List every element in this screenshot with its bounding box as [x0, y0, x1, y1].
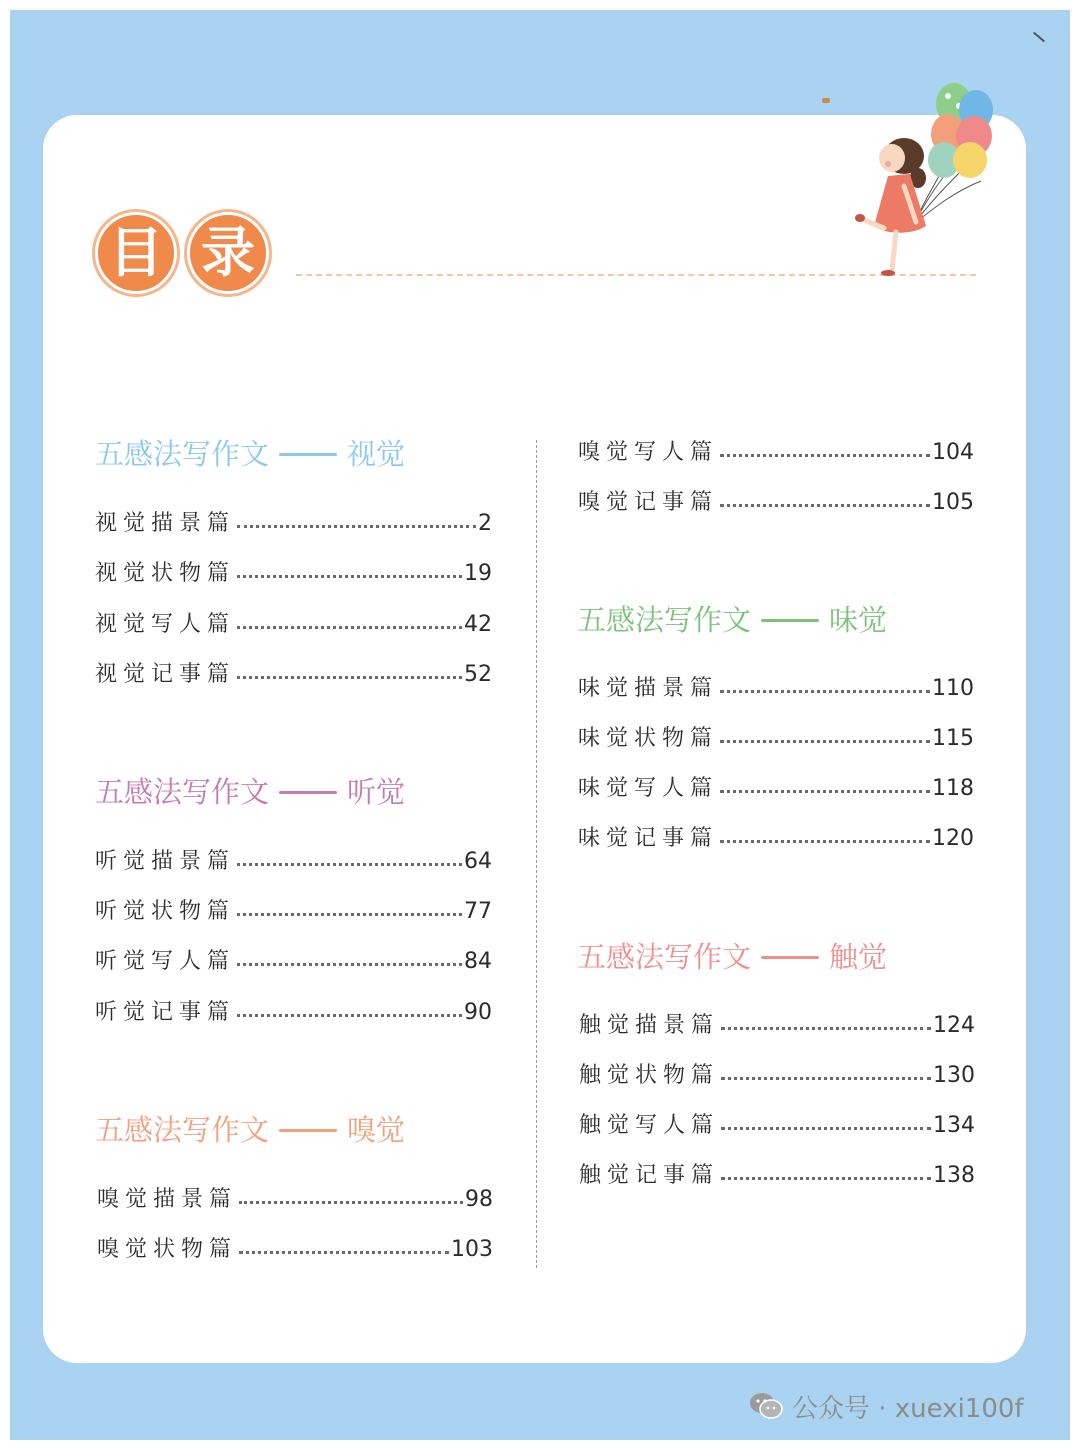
toc-entry[interactable]: 触觉写人篇 134	[579, 1109, 975, 1143]
page-number: 124	[933, 1013, 975, 1038]
page-number: 42	[464, 612, 492, 637]
toc-entry[interactable]: 视觉描景篇 2	[95, 507, 492, 541]
toc-entry[interactable]: 味觉描景篇 110	[578, 672, 974, 706]
page-number: 120	[932, 826, 974, 851]
page-number: 52	[464, 662, 492, 687]
dot-leader	[237, 863, 462, 866]
dot-leader	[720, 690, 930, 693]
toc-entry[interactable]: 视觉记事篇 52	[95, 658, 492, 692]
girl-with-balloons-illustration	[826, 76, 996, 281]
wechat-icon	[748, 1390, 784, 1422]
page-number: 110	[932, 676, 974, 701]
dot-leader	[720, 504, 930, 507]
section-heading-prefix: 五感法写作文	[95, 437, 270, 471]
dot-leader	[237, 1014, 462, 1017]
page-number: 90	[464, 1000, 492, 1025]
heading-dash	[761, 619, 819, 622]
section-heading-prefix: 五感法写作文	[95, 775, 270, 809]
toc-entry[interactable]: 嗅觉记事篇 105	[578, 486, 974, 520]
section-heading-suffix: 触觉	[829, 940, 888, 974]
dot-leader	[237, 676, 462, 679]
page-number: 77	[464, 899, 492, 924]
toc-entry[interactable]: 触觉描景篇 124	[579, 1009, 975, 1043]
dot-leader	[721, 1127, 931, 1130]
toc-entry[interactable]: 听觉写人篇 84	[95, 945, 492, 979]
dot-leader	[239, 1201, 463, 1204]
dot-leader	[237, 963, 462, 966]
page-number: 115	[932, 726, 974, 751]
dot-leader	[237, 575, 462, 578]
page-number: 134	[933, 1113, 975, 1138]
toc-entry[interactable]: 视觉状物篇 19	[95, 557, 492, 591]
title-char-mu: 目	[95, 212, 177, 294]
toc-entry[interactable]: 嗅觉写人篇 104	[578, 436, 974, 470]
section-heading-suffix: 嗅觉	[347, 1113, 406, 1147]
section-heading-suffix: 视觉	[347, 437, 406, 471]
dot-leader	[721, 1077, 931, 1080]
dot-leader	[237, 626, 462, 629]
page-number: 105	[932, 490, 974, 515]
page-number: 118	[932, 776, 974, 801]
dot-leader	[237, 913, 462, 916]
toc-entry[interactable]: 味觉状物篇 115	[578, 722, 974, 756]
dot-leader	[721, 1027, 931, 1030]
page-number: 19	[464, 561, 492, 586]
dot-leader	[720, 740, 930, 743]
page-number: 64	[464, 849, 492, 874]
page-number: 2	[478, 511, 492, 536]
wechat-watermark	[748, 1386, 1024, 1426]
section-heading-prefix: 五感法写作文	[95, 1113, 270, 1147]
dot-leader	[720, 454, 930, 457]
dot-leader	[721, 1177, 931, 1180]
section-heading-suffix: 味觉	[829, 603, 888, 637]
toc-entry[interactable]: 味觉写人篇 118	[578, 772, 974, 806]
page-number: 138	[933, 1163, 975, 1188]
toc-entry[interactable]: 嗅觉状物篇 103	[97, 1233, 493, 1267]
page-number: 103	[451, 1237, 493, 1262]
toc-entry[interactable]: 听觉状物篇 77	[95, 895, 492, 929]
dot-leader	[720, 840, 930, 843]
watermark-text: 公众号 · xuexi100f	[792, 1393, 1024, 1424]
heading-dash	[279, 791, 337, 794]
heading-dash	[761, 956, 819, 959]
toc-entry[interactable]: 视觉写人篇 42	[95, 608, 492, 642]
section-heading-suffix: 听觉	[347, 775, 406, 809]
page-number: 104	[932, 440, 974, 465]
column-divider	[536, 440, 537, 1268]
dot-leader	[237, 525, 476, 528]
heading-dash	[279, 1129, 337, 1132]
section-heading-prefix: 五感法写作文	[577, 940, 752, 974]
toc-entry[interactable]: 触觉状物篇 130	[579, 1059, 975, 1093]
toc-entry[interactable]: 触觉记事篇 138	[579, 1159, 975, 1193]
toc-entry[interactable]: 听觉描景篇 64	[95, 845, 492, 879]
toc-entry[interactable]: 味觉记事篇 120	[578, 822, 974, 856]
section-heading-taste	[577, 600, 887, 640]
page-number: 130	[933, 1063, 975, 1088]
section-heading-hearing	[95, 772, 405, 812]
heading-dash	[279, 453, 337, 456]
section-heading-smell	[95, 1110, 405, 1150]
toc-entry[interactable]: 听觉记事篇 90	[95, 996, 492, 1030]
section-heading-sight	[95, 434, 405, 474]
page-number: 98	[465, 1187, 493, 1212]
dot-leader	[239, 1251, 449, 1254]
title-char-lu: 录	[187, 212, 269, 294]
page-number: 84	[464, 949, 492, 974]
dot-leader	[720, 790, 930, 793]
section-heading-touch	[577, 937, 887, 977]
toc-entry[interactable]: 嗅觉描景篇 98	[97, 1183, 493, 1217]
section-heading-prefix: 五感法写作文	[577, 603, 752, 637]
